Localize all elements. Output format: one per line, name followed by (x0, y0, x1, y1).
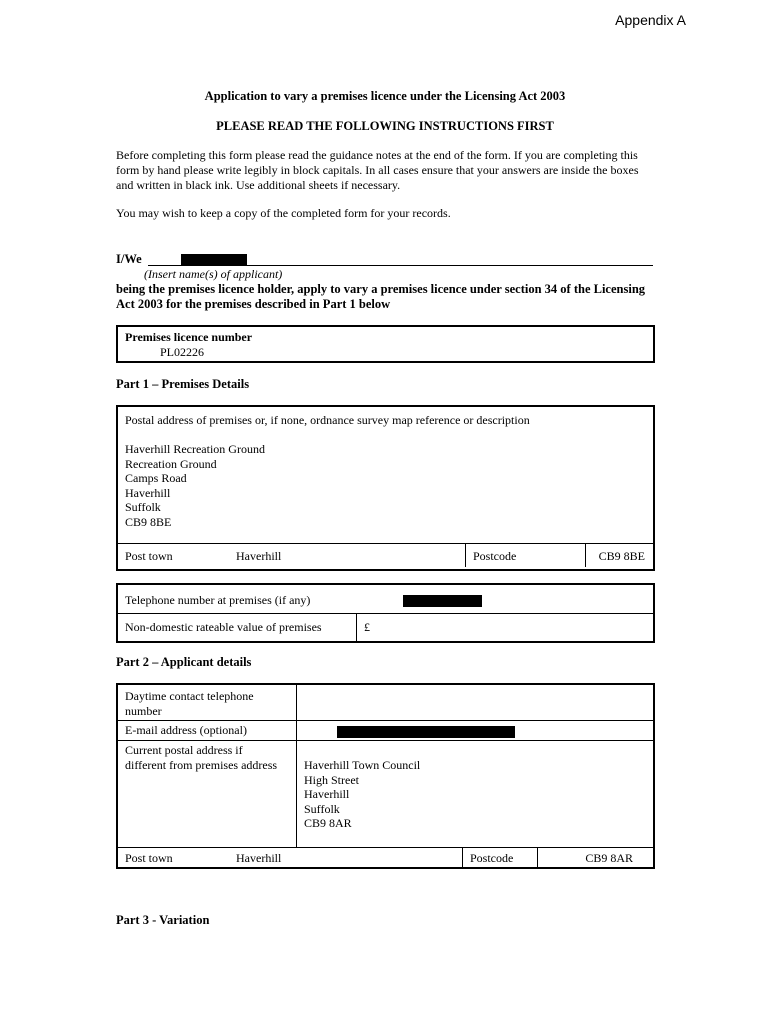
address-line: Haverhill Town Council (304, 758, 421, 772)
address-line: Suffolk (125, 500, 161, 514)
redaction-block (337, 726, 515, 738)
address-line: Suffolk (304, 801, 340, 816)
redaction-block (181, 254, 247, 265)
premises-contact-box (116, 583, 655, 643)
applicant-postcode-value[interactable]: CB9 8AR (585, 851, 633, 865)
applicant-post-town-value[interactable]: Haverhill (236, 851, 282, 865)
part2-heading: Part 2 – Applicant details (116, 655, 252, 669)
applicant-hint: (Insert name(s) of applicant) (144, 267, 283, 281)
address-line: High Street (304, 772, 359, 787)
applicant-postcode-label: Postcode (470, 851, 514, 865)
part1-heading: Part 1 – Premises Details (116, 377, 250, 391)
licence-number-value[interactable]: PL02226 (160, 345, 205, 359)
post-town-value[interactable]: Haverhill (236, 549, 282, 563)
licence-number-box (116, 325, 655, 363)
rateable-label: Non-domestic rateable value of premises (125, 620, 322, 634)
address-line: Camps Road (125, 471, 187, 485)
instructions-heading: PLEASE READ THE FOLLOWING INSTRUCTIONS FIRST (216, 119, 554, 133)
rateable-value[interactable]: £ (364, 620, 370, 634)
premises-address-label: Postal address of premises or, if none, ordnance survey map reference or description (125, 413, 530, 427)
copy-note: You may wish to keep a copy of the completed form for your records. (116, 206, 451, 220)
redaction-block (403, 595, 482, 607)
form-title: Application to vary a premises licence under the Licensing Act 2003 (204, 89, 566, 103)
address-line: CB9 8AR (304, 816, 352, 830)
applicant-label: I/We (116, 252, 142, 266)
applicant-details-box (116, 683, 655, 869)
address-line: Haverhill Recreation Ground (125, 442, 265, 456)
applicant-post-town-label: Post town (125, 851, 173, 865)
telephone-label: Telephone number at premises (if any) (125, 593, 311, 607)
postal-address-label: Current postal address if different from premises address (125, 743, 278, 772)
postcode-label: Postcode (473, 549, 517, 563)
applicant-statement: being the premises licence holder, apply to vary a premises licence under section 34 of the Licensing Act 2003 for the premises described in Part 1 below (116, 282, 646, 311)
address-line: CB9 8BE (125, 514, 172, 529)
part3-heading: Part 3 - Variation (116, 913, 210, 927)
email-label: E-mail address (optional) (125, 723, 247, 737)
address-line: Haverhill (125, 485, 171, 500)
premises-address-box (116, 405, 655, 571)
applicant-address-lines[interactable] (304, 758, 420, 831)
appendix-label: Appendix A (615, 12, 686, 28)
daytime-phone-label: Daytime contact telephone number (125, 689, 254, 718)
postcode-value[interactable]: CB9 8BE (598, 549, 645, 563)
address-line: Recreation Ground (125, 456, 217, 471)
applicant-name-line[interactable] (148, 265, 653, 266)
post-town-label: Post town (125, 549, 173, 563)
address-line: Haverhill (304, 787, 350, 801)
intro-paragraph: Before completing this form please read the guidance notes at the end of the form. If you are completing this form by hand please write legibly in block capitals. In all cases ensure that your answers are inside the boxes and written in black ink. Use additional sheets if necessary. (116, 148, 639, 192)
licence-number-label: Premises licence number (125, 330, 253, 344)
premises-address-lines[interactable] (125, 442, 265, 529)
